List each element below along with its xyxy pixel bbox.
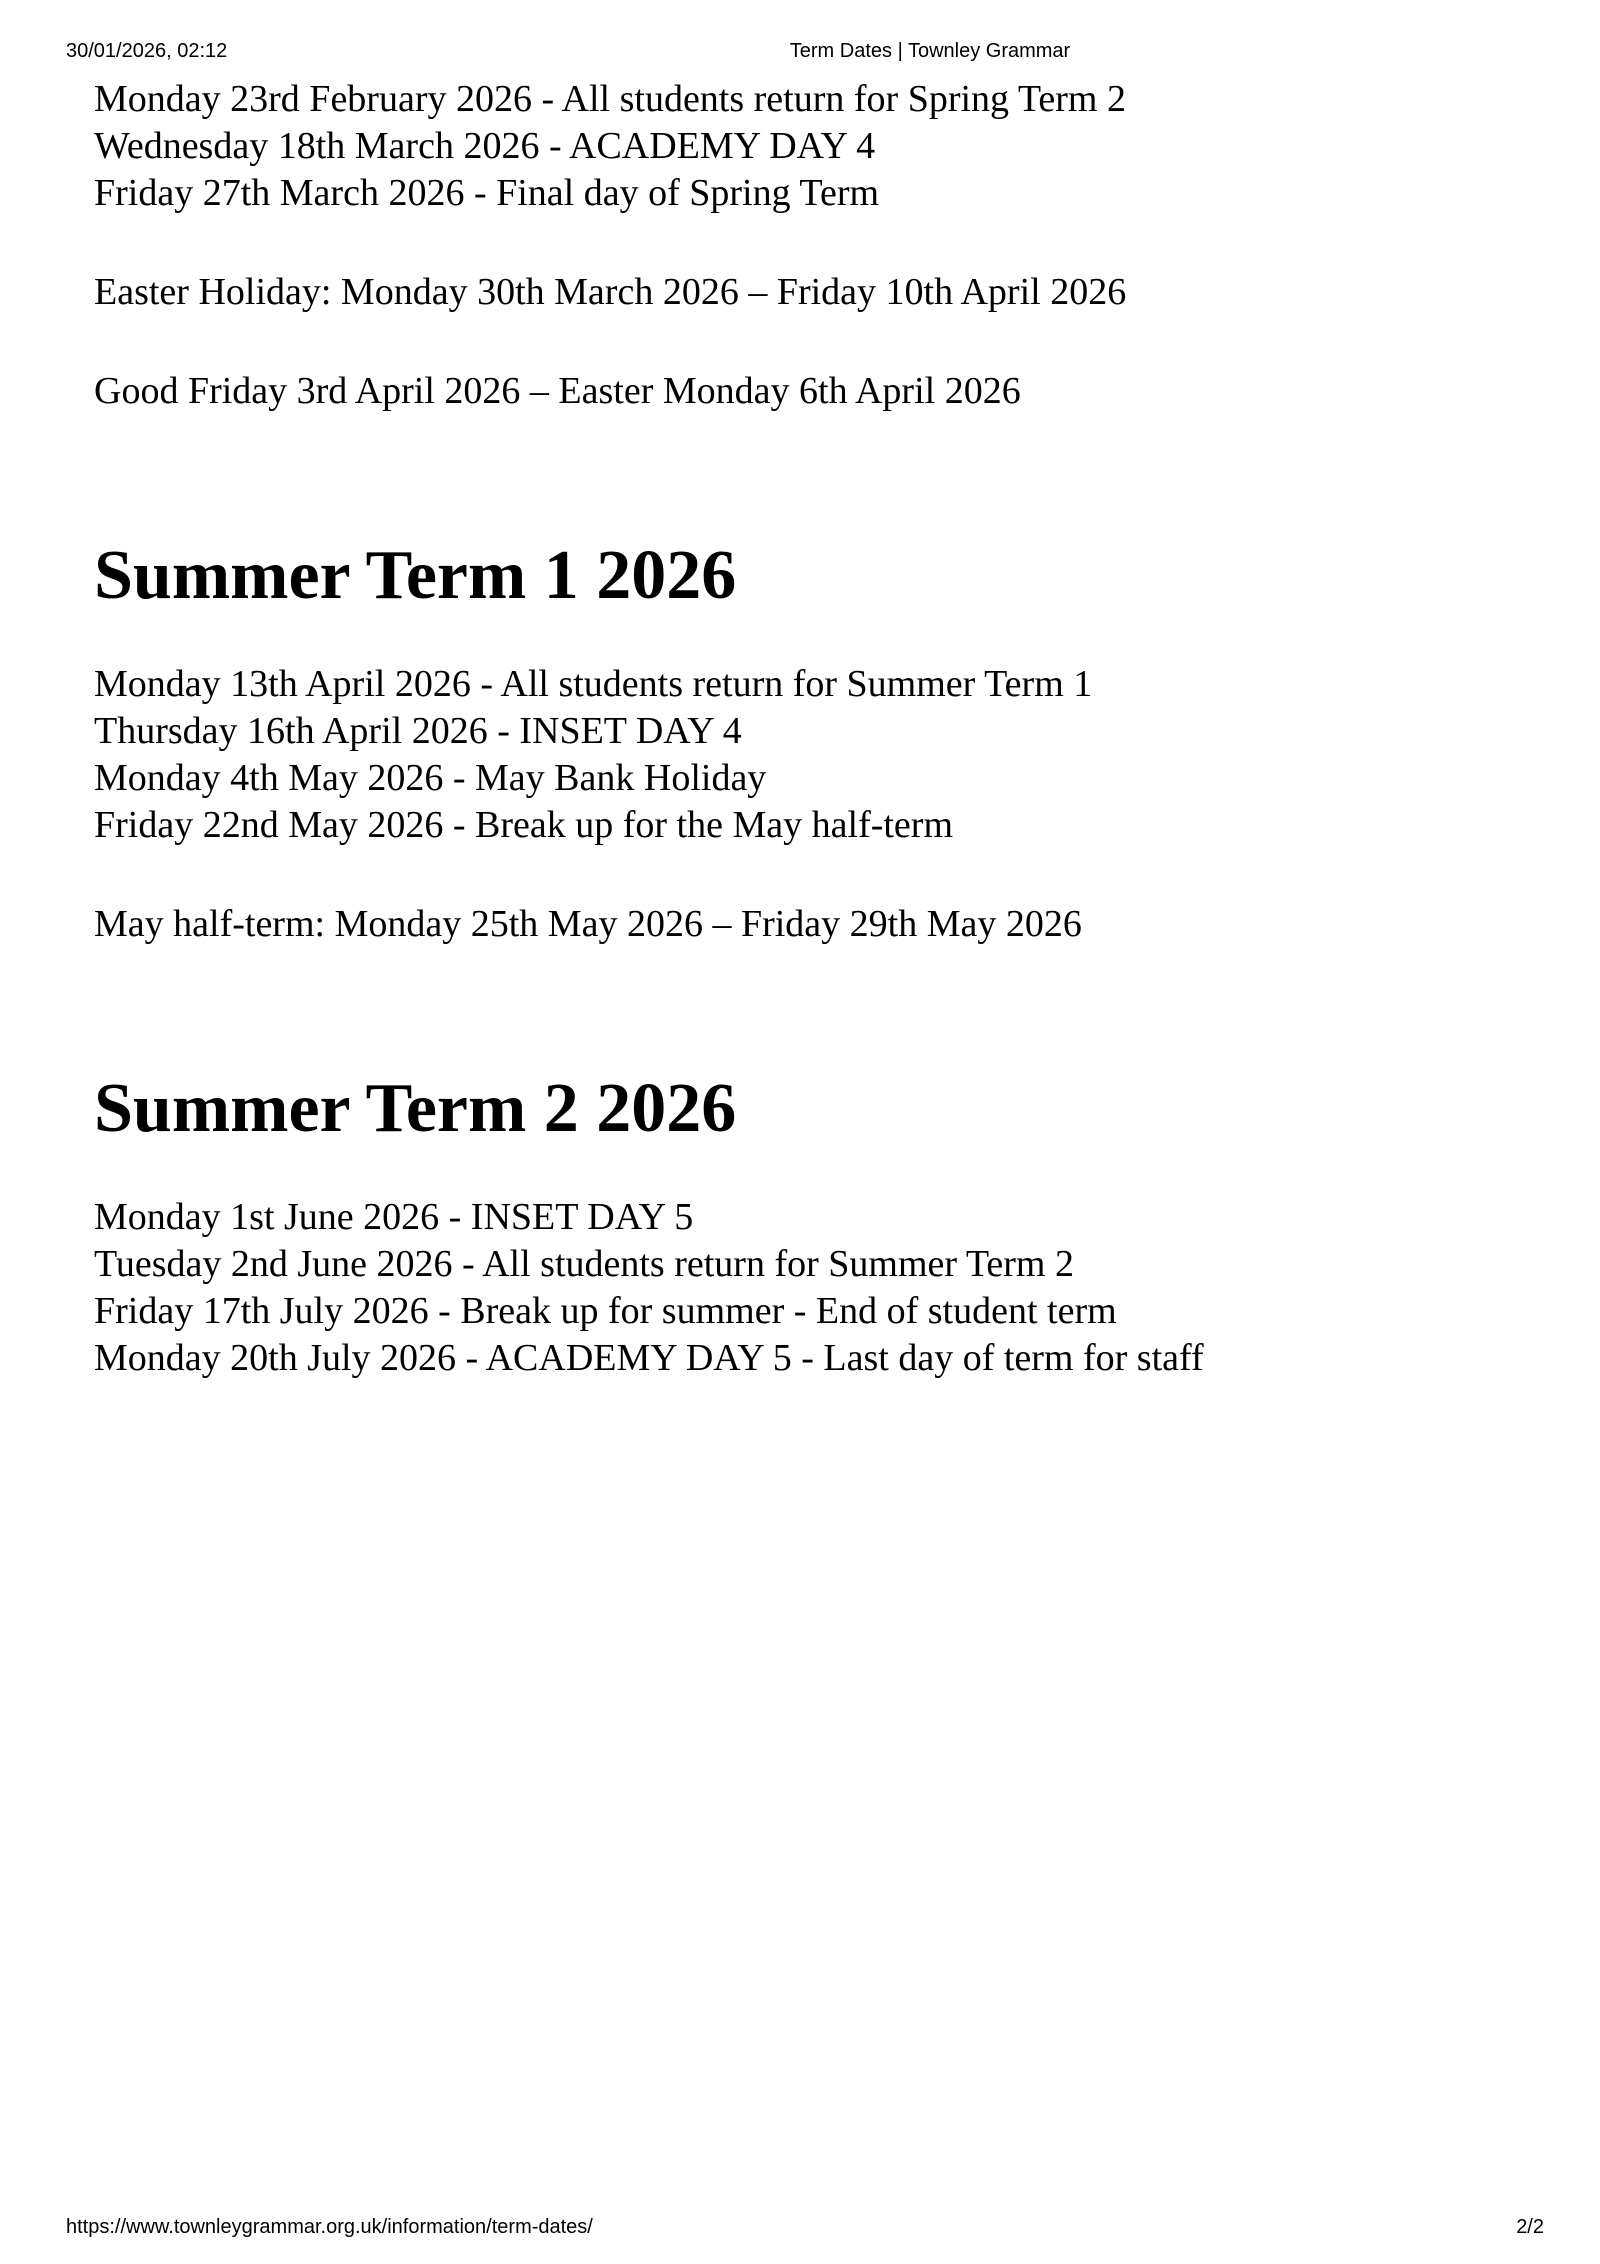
date-line: Thursday 16th April 2026 - INSET DAY 4 [94, 710, 742, 752]
easter-holiday-line: Easter Holiday: Monday 30th March 2026 – Friday 10th April 2026 [94, 271, 1127, 313]
date-line: Monday 4th May 2026 - May Bank Holiday [94, 757, 767, 799]
spacer [94, 948, 1534, 1068]
may-half-term-line: May half-term: Monday 25th May 2026 – Friday 29th May 2026 [94, 903, 1082, 945]
date-line: Monday 13th April 2026 - All students return for Summer Term 1 [94, 663, 1093, 705]
print-page-number: 2/2 [1516, 2216, 1544, 2238]
date-line: Monday 23rd February 2026 - All students return for Spring Term 2 [94, 78, 1126, 120]
date-line: Friday 22nd May 2026 - Break up for the May half-term [94, 804, 954, 846]
print-url: https://www.townleygrammar.org.uk/information/term-dates/ [66, 2216, 593, 2238]
print-footer [0, 2216, 1600, 2244]
date-line: Friday 17th July 2026 - Break up for summer - End of student term [94, 1290, 1117, 1332]
date-line: Friday 27th March 2026 - Final day of Spring Term [94, 172, 880, 214]
date-line: Wednesday 18th March 2026 - ACADEMY DAY 4 [94, 125, 876, 167]
print-header [0, 40, 1600, 68]
term-dates-content [94, 76, 1534, 1382]
summer-term-2-dates [94, 1194, 1534, 1382]
spacer [94, 217, 1534, 269]
print-datetime: 30/01/2026, 02:12 [66, 40, 228, 62]
print-page-title: Term Dates | Townley Grammar [789, 40, 1071, 62]
spacer [94, 316, 1534, 368]
summer-term-2-heading: Summer Term 2 2026 [94, 1070, 737, 1147]
spacer [94, 415, 1534, 535]
spacer [94, 849, 1534, 901]
good-friday-line: Good Friday 3rd April 2026 – Easter Monday 6th April 2026 [94, 370, 1021, 412]
spring-term-2-dates [94, 76, 1534, 217]
date-line: Tuesday 2nd June 2026 - All students return for Summer Term 2 [94, 1243, 1074, 1285]
date-line: Monday 1st June 2026 - INSET DAY 5 [94, 1196, 694, 1238]
date-line: Monday 20th July 2026 - ACADEMY DAY 5 - Last day of term for staff [94, 1337, 1204, 1379]
summer-term-1-dates [94, 661, 1534, 849]
summer-term-1-heading: Summer Term 1 2026 [94, 537, 737, 614]
